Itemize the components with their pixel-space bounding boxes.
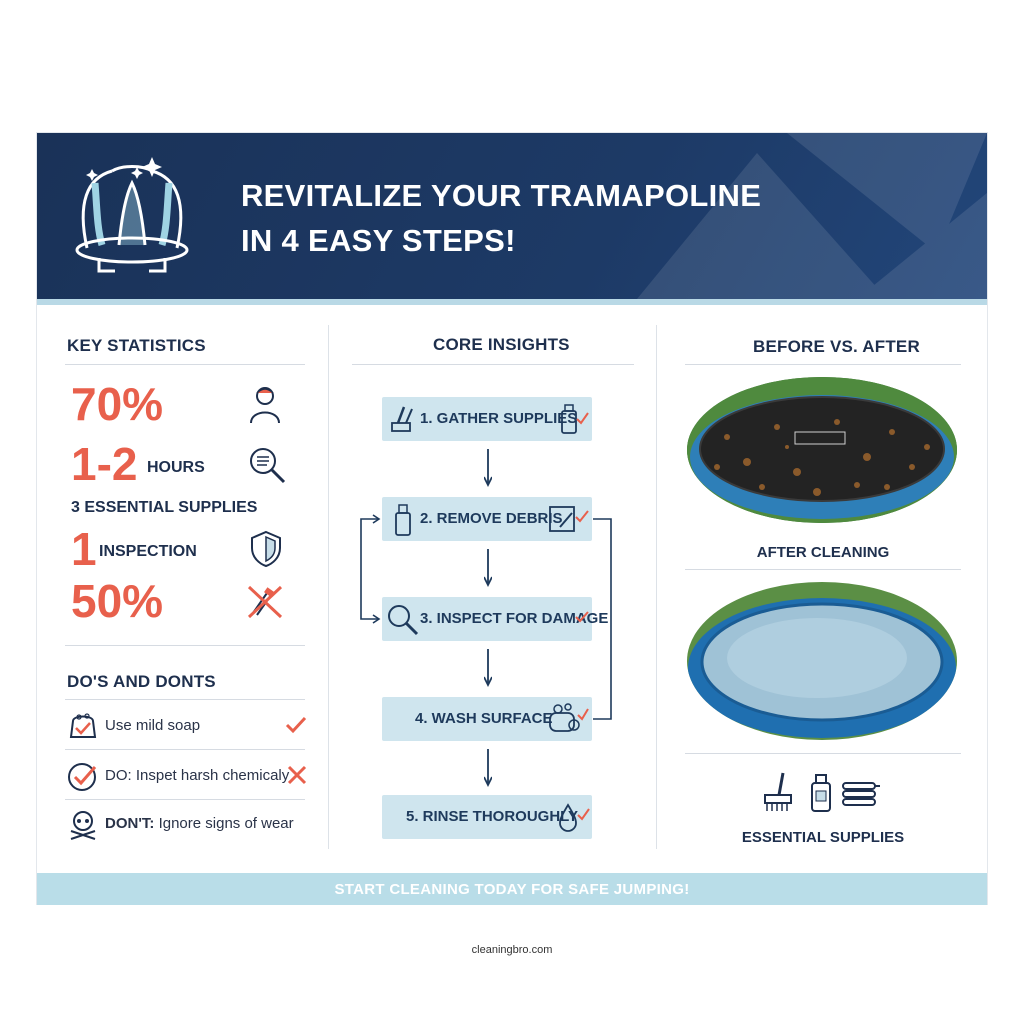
soap-check-icon [67, 711, 99, 741]
hose-icon [841, 779, 881, 809]
key-statistics-title: KEY STATISTICS [67, 336, 206, 355]
column-divider-1 [328, 325, 329, 849]
do-row-chemicals [65, 755, 305, 797]
column-divider-2 [656, 325, 657, 849]
before-trampoline-image [687, 377, 957, 523]
dos-rule-3 [65, 799, 305, 800]
step-1-box [382, 397, 592, 441]
step-1-label: 1. GATHER SUPPLIES [420, 410, 578, 427]
dos-rule-2 [65, 749, 305, 750]
dont-item-text: DON'T: Ignore signs of wear [105, 815, 294, 832]
water-drop-check-icon [558, 801, 590, 835]
shield-icon [250, 530, 282, 568]
step-2-label: 2. REMOVE DEBRIS [420, 510, 563, 527]
magnifier-icon [386, 603, 420, 637]
dont-row-wear [65, 803, 305, 845]
after-trampoline-image [687, 582, 957, 740]
cross-mark-icon [287, 765, 307, 785]
core-insights-title: CORE INSIGHTS [433, 335, 570, 354]
spray-bottle-icon [392, 501, 416, 537]
compare-rule [685, 364, 961, 365]
title-line-2: IN 4 EASY STEPS! [241, 223, 516, 258]
skull-icon [67, 809, 99, 841]
dustpan-check-icon [548, 503, 590, 535]
trampoline-logo-icon [67, 153, 197, 273]
check-circle-icon [67, 761, 99, 793]
step-3-label: 3. INSPECT FOR DAMAGE [420, 610, 609, 627]
after-cleaning-caption: AFTER CLEANING [756, 544, 890, 561]
page-title [241, 173, 761, 263]
down-arrow-4 [484, 747, 492, 787]
check-icon-step-3 [574, 609, 590, 625]
compare-rule-3 [685, 753, 961, 754]
stat-hours-label: HOURS [147, 459, 205, 476]
bottle-check-icon [558, 401, 590, 437]
person-icon [247, 383, 283, 425]
watermark: cleaningbro.com [471, 944, 553, 956]
compare-rule-2 [685, 569, 961, 570]
stats-rule [65, 364, 305, 365]
sponge-bubbles-icon [546, 701, 590, 737]
dos-rule [65, 699, 305, 700]
stat-hours-value: 1-2 [71, 438, 138, 490]
stats-bottom-rule [65, 645, 305, 646]
step-4-box [382, 697, 592, 741]
stat-50-percent: 50% [71, 575, 164, 627]
step-5-box [382, 795, 592, 839]
stat-inspection-label: INSPECTION [99, 543, 197, 560]
step-4-label: 4. WASH SURFACE [415, 710, 553, 727]
check-mark-icon [285, 715, 307, 735]
broom-icon [761, 771, 797, 813]
down-arrow-3 [484, 647, 492, 687]
down-arrow-1 [484, 447, 492, 487]
header-banner [37, 133, 987, 299]
stat-inspection-value: 1 [71, 523, 97, 575]
title-line-1: REVITALIZE YOUR TRAMAPOLINE [241, 178, 762, 213]
cleaner-bottle-icon [809, 771, 833, 813]
before-photo [687, 377, 957, 523]
magnifier-list-icon [247, 445, 287, 485]
insights-rule [352, 364, 634, 365]
step-2-box [382, 497, 592, 541]
down-arrow-2 [484, 547, 492, 587]
do-item-text-2: DO: Inspet harsh chemicaly [105, 767, 290, 784]
infographic-card [36, 132, 988, 905]
step-5-label: 5. RINSE THOROUGHLY [406, 808, 578, 825]
stat-70-percent: 70% [71, 378, 164, 430]
dos-donts-title: DO'S AND DONTS [67, 672, 216, 691]
after-photo [687, 582, 957, 740]
do-item-text-1: Use mild soap [105, 717, 201, 734]
stat-supplies: 3 ESSENTIAL SUPPLIES [71, 499, 258, 516]
footer-cta-text: START CLEANING TODAY FOR SAFE JUMPING! [334, 881, 690, 898]
step-3-box [382, 597, 609, 641]
before-after-title: BEFORE VS. AFTER [753, 337, 920, 356]
crossed-tools-icon [245, 583, 285, 621]
footer-banner [37, 873, 987, 905]
do-row-mild-soap [65, 705, 305, 747]
brush-icon [388, 403, 420, 435]
header-stripe [37, 299, 987, 305]
essential-supplies-caption: ESSENTIAL SUPPLIES [741, 829, 905, 846]
